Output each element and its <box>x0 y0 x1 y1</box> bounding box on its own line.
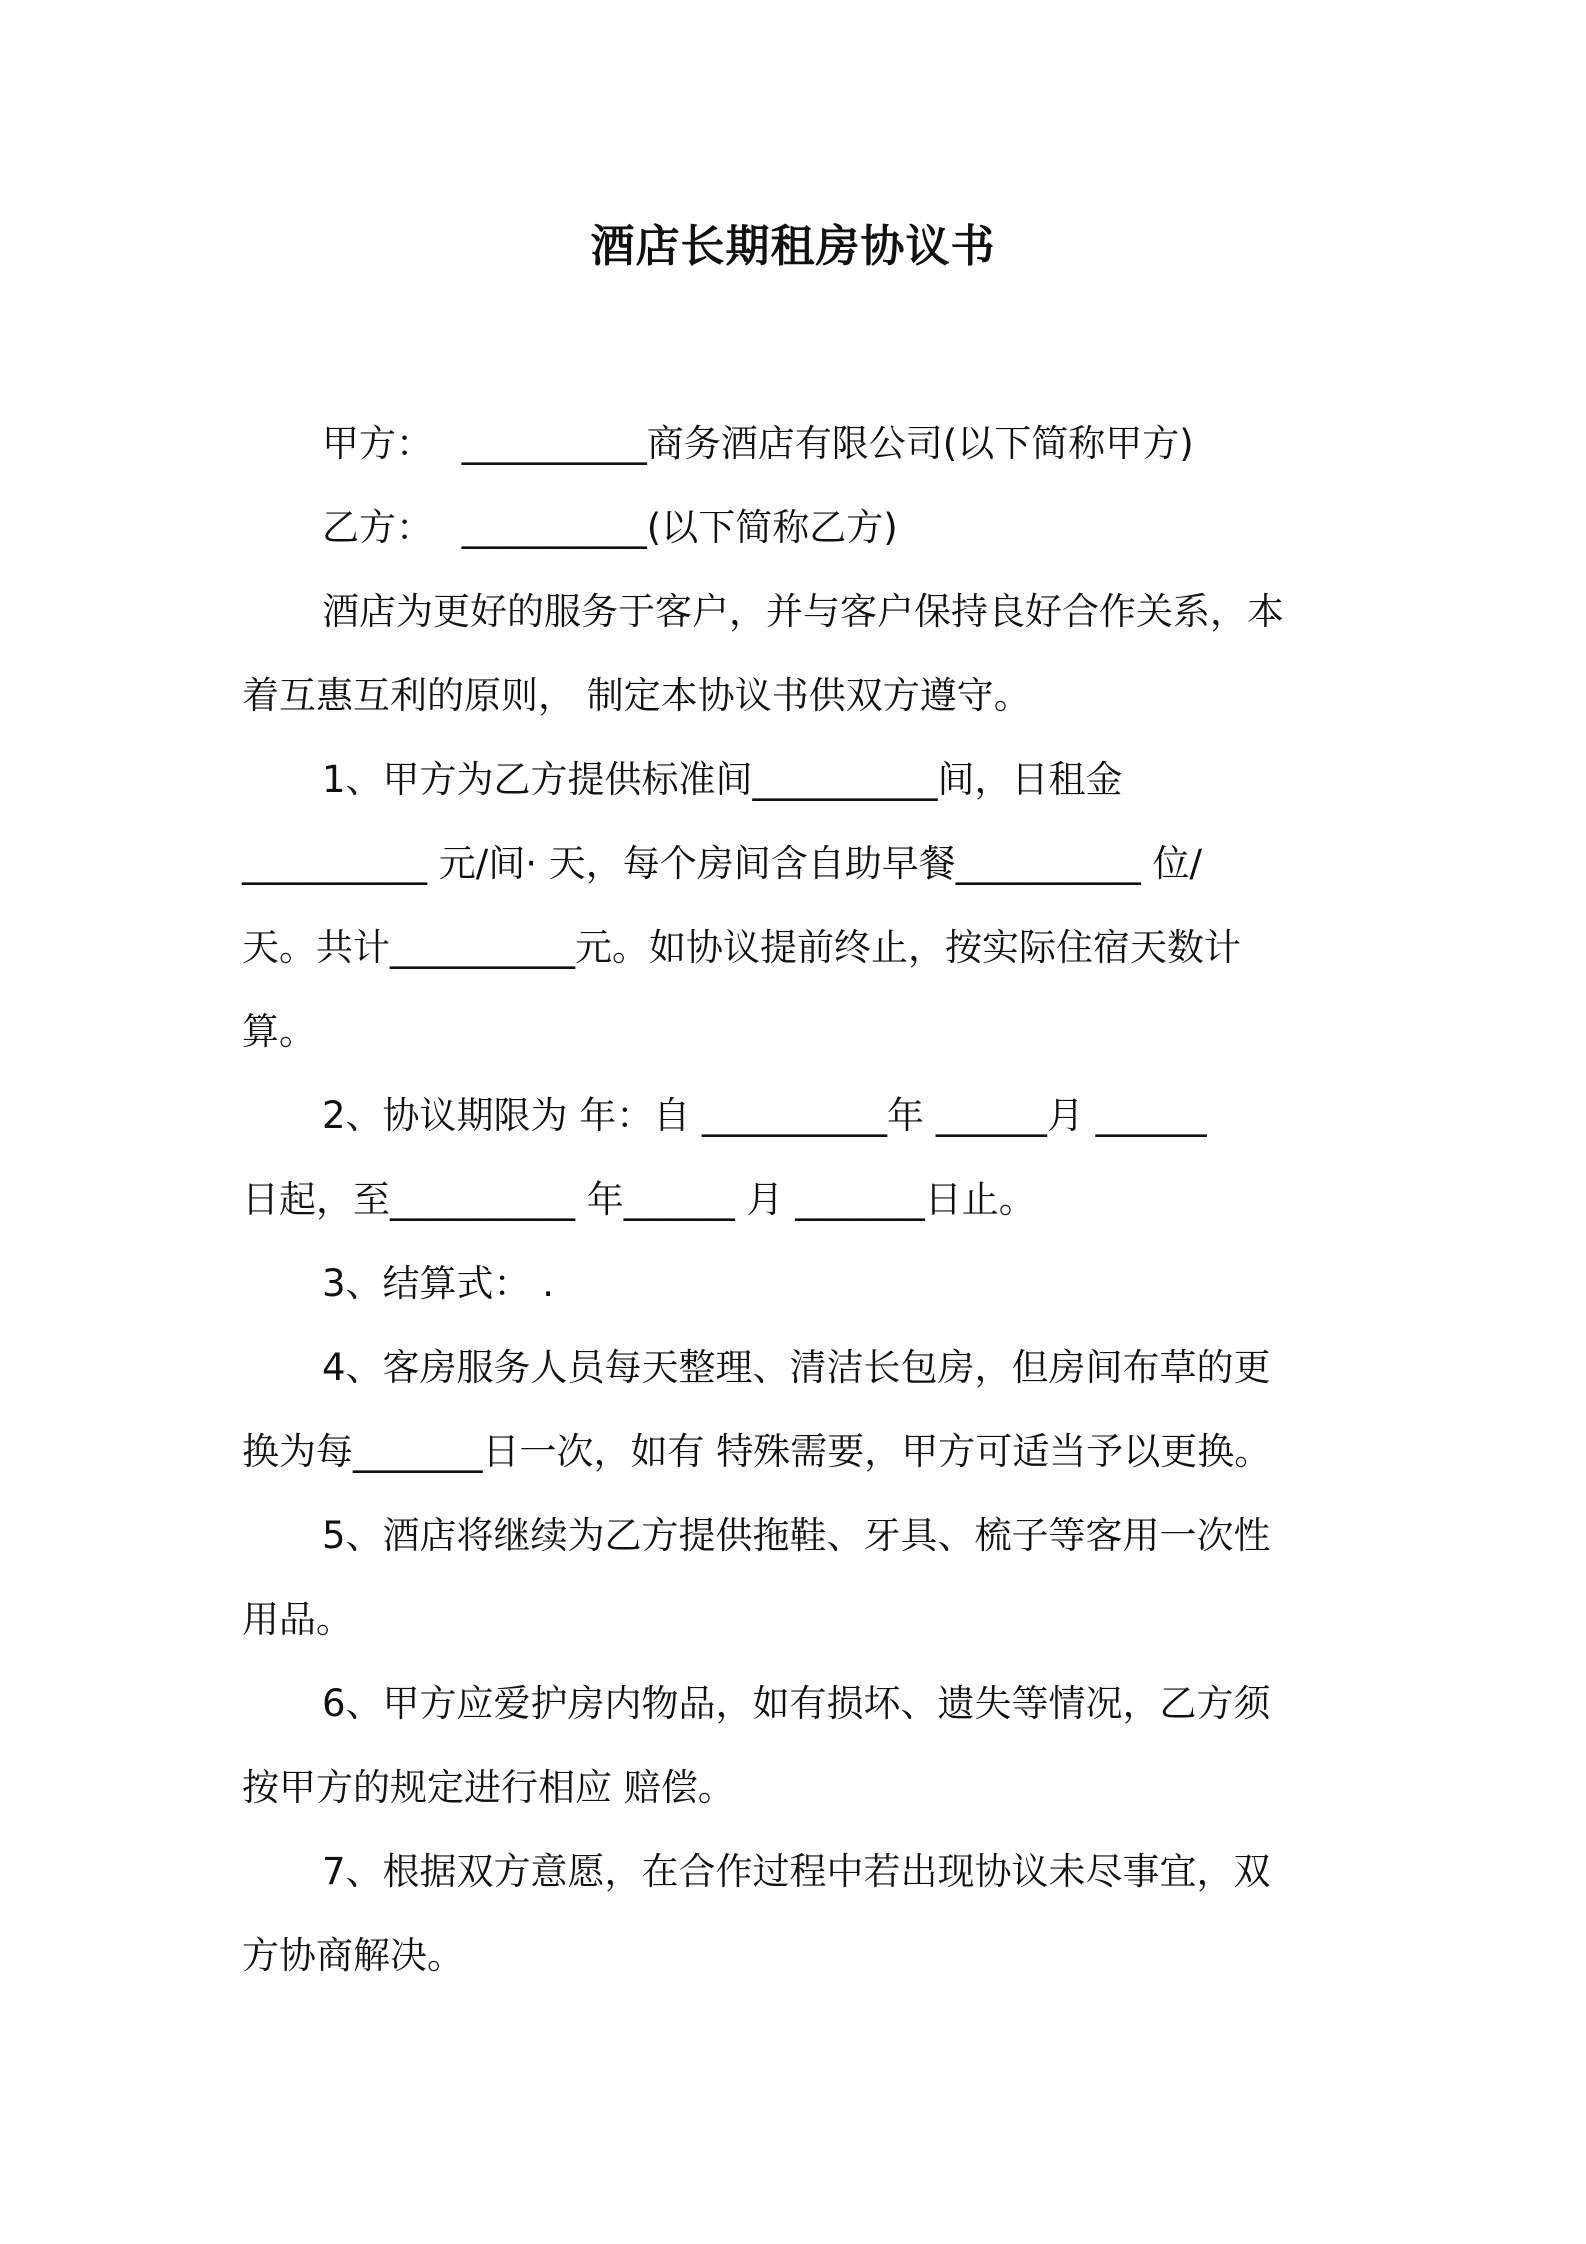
clause-line: 按甲方的规定进行相应 赔偿。 <box>242 1766 735 1809</box>
clause-2 <box>242 1074 1352 1242</box>
clause-line: 算。 <box>242 1010 316 1053</box>
clause-7 <box>242 1830 1352 1998</box>
clause-line: 方协商解决。 <box>242 1934 464 1977</box>
clause-line: 3、结算式： . <box>322 1262 555 1305</box>
clause-line: 6、甲方应爱护房内物品，如有损坏、遗失等情况，乙方须 <box>322 1682 1271 1725</box>
clause-line: 5、酒店将继续为乙方提供拖鞋、牙具、梳子等客用一次性 <box>322 1514 1271 1557</box>
document-title: 酒店长期租房协议书 <box>590 221 996 272</box>
clause-6 <box>242 1662 1352 1830</box>
clause-1 <box>242 738 1352 1074</box>
clause-5 <box>242 1494 1352 1662</box>
party-b-value: __________(以下简称乙方) <box>461 506 898 549</box>
intro-paragraph <box>242 570 1352 738</box>
clause-line: __________ 元/间· 天，每个房间含自助早餐__________ 位/ <box>242 842 1202 885</box>
intro-line: 着互惠互利的原则， 制定本协议书供双方遵守。 <box>242 674 1031 717</box>
clause-line: 2、协议期限为 年：自 __________年 ______月 ______ <box>322 1094 1207 1137</box>
party-a-value: __________商务酒店有限公司(以下简称甲方) <box>461 422 1194 465</box>
party-b-label: 乙方： <box>322 506 433 549</box>
clause-line: 换为每_______日一次，如有 特殊需要，甲方可适当予以更换。 <box>242 1430 1272 1473</box>
clause-line: 7、根据双方意愿，在合作过程中若出现协议未尽事宜，双 <box>322 1850 1271 1893</box>
clause-4 <box>242 1326 1352 1494</box>
clause-line: 天。共计__________元。如协议提前终止，按实际住宿天数计 <box>242 926 1241 969</box>
clause-line: 用品。 <box>242 1598 353 1641</box>
intro-line: 酒店为更好的服务于客户，并与客户保持良好合作关系，本 <box>322 590 1284 633</box>
clause-line: 1、甲方为乙方提供标准间__________间，日租金 <box>322 758 1123 801</box>
party-a-label: 甲方： <box>322 422 433 465</box>
party-b-line <box>242 486 1352 570</box>
party-a-line <box>242 402 1352 486</box>
document-body <box>242 402 1352 1998</box>
clause-3 <box>242 1242 1352 1326</box>
clause-line: 日起，至__________ 年______ 月 _______日止。 <box>242 1178 1036 1221</box>
clause-line: 4、客房服务人员每天整理、清洁长包房，但房间布草的更 <box>322 1346 1271 1389</box>
